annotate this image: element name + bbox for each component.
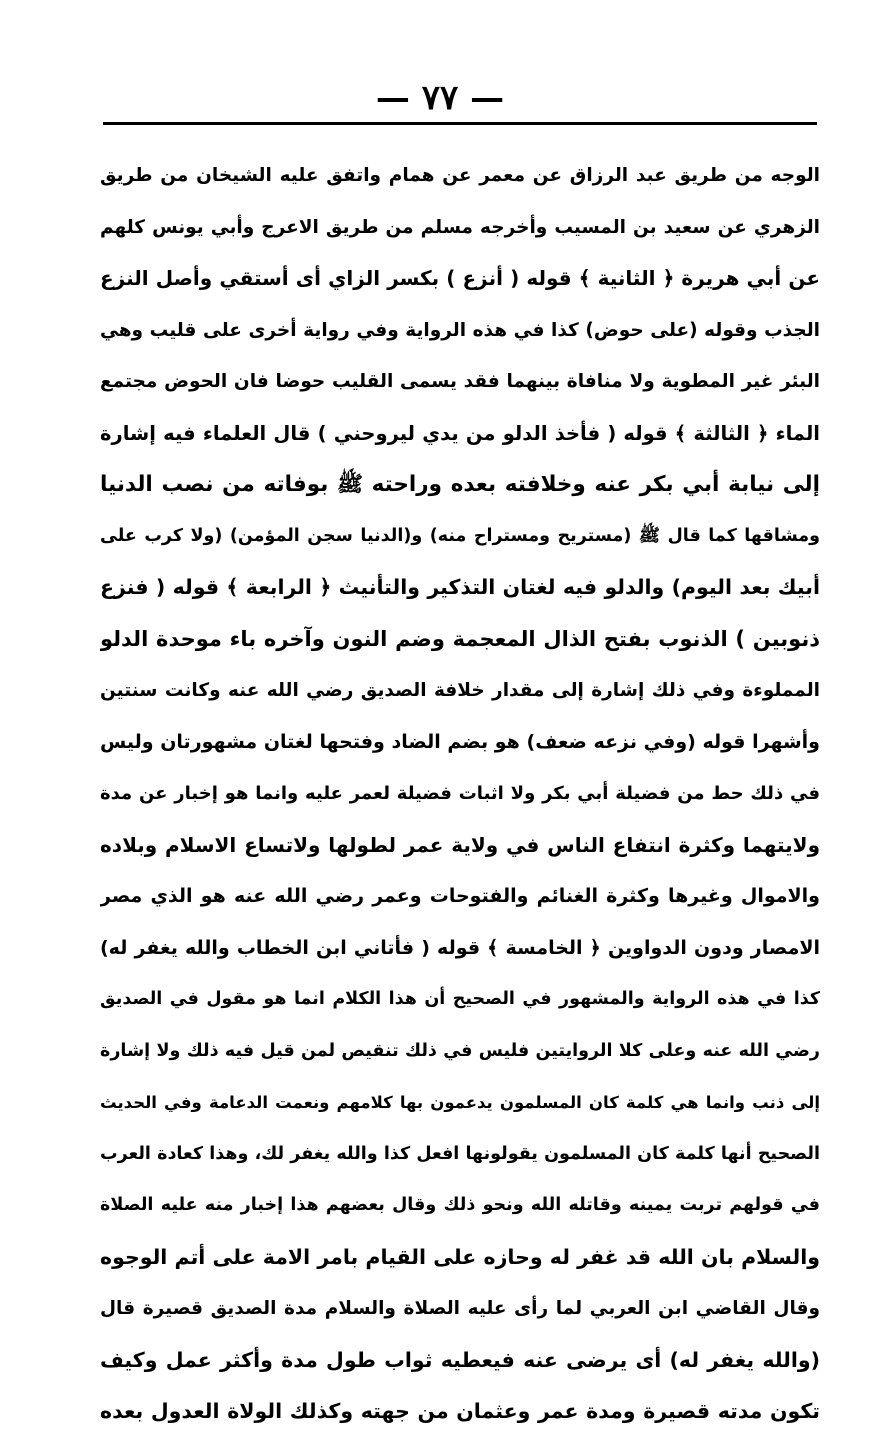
text-line-4: الجذب وقوله (على حوض) كذا في هذه الرواية وفي رواية أخرى على قليب وهي [100, 319, 820, 341]
text-line-24: (والله يغفر له) أى يرضى عنه فيعطيه ثواب طول مدة وأكثر عمل وكيف [100, 1347, 820, 1372]
text-line-5: البئر غير المطوية ولا منافاة بينهما فقد يسمى القليب حوضا فان الحوض مجتمع [100, 371, 820, 392]
text-line-25: تكون مدته قصيرة ومدة عمر وعثمان من جهته وكذلك الولاة العدول بعده [100, 1399, 820, 1423]
page-number: — ٧٧ — [375, 78, 505, 118]
text-line-10: ذنوبين ) الذنوب بفتح الذال المعجمة وضم النون وآخره باء موحدة الدلو [100, 626, 820, 651]
text-line-19: إلى ذنب وانما هي كلمة كان المسلمون يدعمون بها كلامهم ونعمت الدعامة وفي الحديث [100, 1093, 820, 1112]
text-line-7: إلى نيابة أبي بكر عنه وخلافته بعده وراحته ﷺ بوفاته من نصب الدنيا [100, 472, 820, 497]
text-line-6: الماء ﴿ الثالثة ﴾ قوله ( فأخذ الدلو من يدي ليروحني ) قال العلماء فيه إشارة [100, 421, 820, 445]
text-line-14: ولايتهما وكثرة انتفاع الناس في ولاية عمر لطولها ولاتساع الاسلام وبلاده [100, 832, 820, 857]
text-line-11: المملوءة وفي ذلك إشارة إلى مقدار خلافة الصديق رضي الله عنه وكانت سنتين [100, 680, 820, 701]
text-line-8: ومشاقها كما قال ﷺ (مستريح ومستراح منه) و(الدنيا سجن المؤمن) (ولا كرب على [100, 525, 820, 546]
header-rule [103, 122, 817, 125]
text-line-1: الوجه من طريق عبد الرزاق عن معمر عن همام واتفق عليه الشيخان من طريق [100, 165, 820, 186]
text-line-13: في ذلك حط من فضيلة أبي بكر ولا اثبات فضيلة لعمر عليه وانما هو إخبار عن مدة [100, 783, 820, 804]
body-text [100, 150, 820, 1438]
text-line-18: رضي الله عنه وعلى كلا الروايتين فليس في ذلك تنقيص لمن قيل فيه ذلك ولا إشارة [100, 1040, 820, 1061]
text-line-20: الصحيح أنها كلمة كان المسلمون يقولونها افعل كذا والله يغفر لك، وهذا كعادة العرب [100, 1143, 820, 1164]
text-line-12: وأشهرا قوله (وفي نزعه ضعف) هو بضم الضاد وفتحها لغتان مشهورتان وليس [100, 730, 820, 753]
text-line-22: والسلام بان الله قد غفر له وحازه على القيام بامر الامة على أتم الوجوه [100, 1244, 820, 1269]
text-line-9: أبيك بعد اليوم) والدلو فيه لغتان التذكير والتأنيث ﴿ الرابعة ﴾ قوله ( فنزع [100, 575, 820, 599]
text-line-15: والاموال وغيرها وكثرة الغنائم والفتوحات وعمر رضي الله عنه هو الذي مصر [100, 885, 820, 907]
text-line-23: وقال القاضي ابن العربي لما رأى عليه الصلاة والسلام مدة الصديق قصيرة قال [100, 1298, 820, 1319]
text-line-2: الزهري عن سعيد بن المسيب وأخرجه مسلم من طريق الاعرج وأبي يونس كلهم [100, 216, 820, 238]
text-line-21: في قولهم تربت يمينه وقاتله الله ونحو ذلك وقال بعضهم هذا إخبار منه عليه الصلاة [100, 1195, 820, 1215]
text-line-3: عن أبي هريرة ﴿ الثانية ﴾ قوله ( أنزع ) بكسر الزاي أى أستقي وأصل النزع [100, 266, 820, 290]
text-line-16: الامصار ودون الدواوين ﴿ الخامسة ﴾ قوله ( فأتاني ابن الخطاب والله يغفر له) [100, 936, 820, 959]
text-line-17: كذا في هذه الرواية والمشهور في الصحيح أن هذا الكلام انما هو مقول في الصديق [100, 989, 820, 1009]
